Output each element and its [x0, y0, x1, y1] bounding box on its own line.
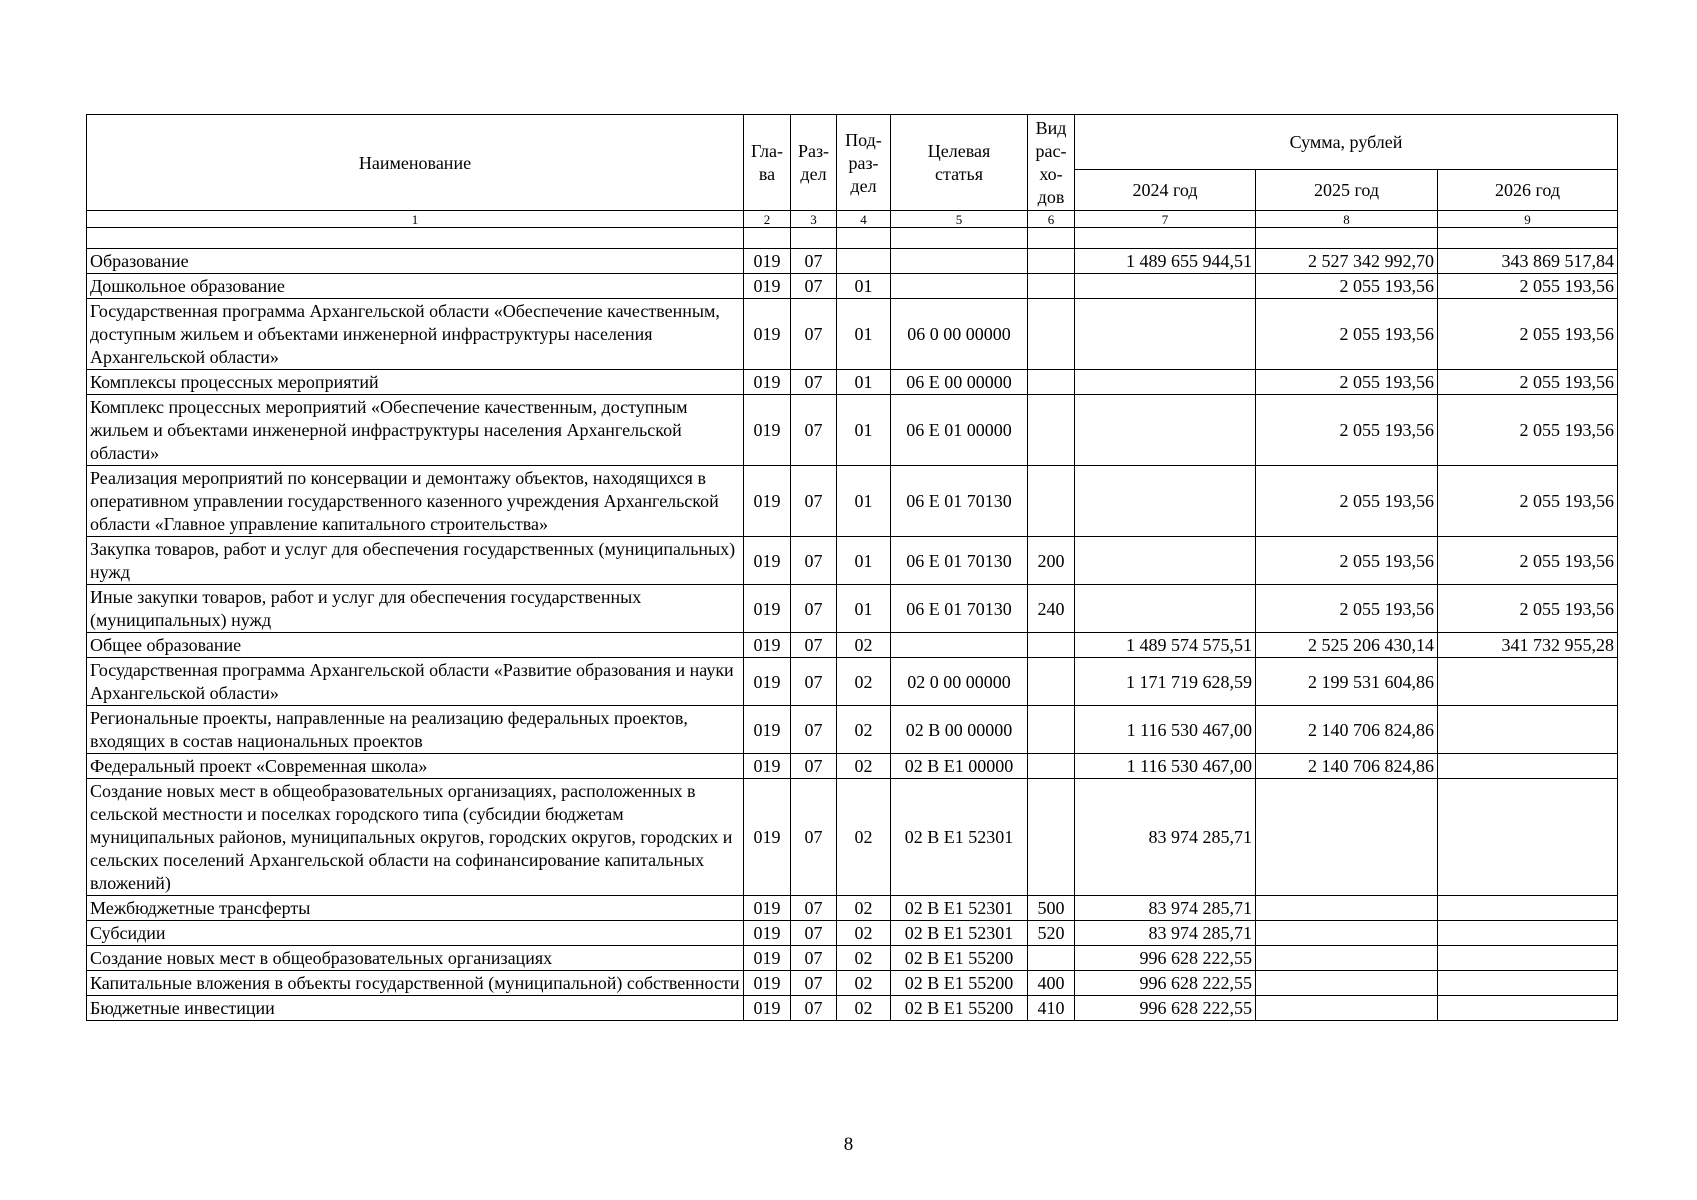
table-header [87, 115, 1618, 228]
table-row [87, 971, 1618, 996]
header-year-2025: 2025 год [1256, 170, 1438, 211]
cell-amount-2026 [1438, 779, 1618, 896]
cell-razdel: 07 [791, 946, 837, 971]
table-data-rows [87, 249, 1618, 1021]
cell-razdel: 07 [791, 585, 837, 633]
cell-amount-2024: 996 628 222,55 [1075, 996, 1256, 1021]
cell-glava: 019 [744, 658, 791, 706]
header-name [87, 115, 744, 211]
cell-podrazdel: 01 [837, 299, 891, 370]
cell-name: Иные закупки товаров, работ и услуг для обеспечения государственных (муниципальных) нужд [87, 585, 744, 633]
cell-amount-2024: 1 171 719 628,59 [1075, 658, 1256, 706]
cell-statya: 02 В Е1 00000 [891, 754, 1028, 779]
cell-podrazdel: 02 [837, 971, 891, 996]
cell-amount-2026: 2 055 193,56 [1438, 274, 1618, 299]
cell-podrazdel [837, 249, 891, 274]
header-razdel: Раз- дел [791, 115, 837, 211]
cell-glava: 019 [744, 249, 791, 274]
cell-razdel: 07 [791, 537, 837, 585]
cell-name: Государственная программа Архангельской области «Обеспечение качественным, доступным жильем и объектами инженерной инфраструктуры населения Архангельской области» [87, 299, 744, 370]
cell-amount-2026: 2 055 193,56 [1438, 370, 1618, 395]
cell-vid: 200 [1028, 537, 1075, 585]
cell-amount-2025: 2 140 706 824,86 [1256, 754, 1438, 779]
cell-amount-2025: 2 055 193,56 [1256, 299, 1438, 370]
cell-razdel: 07 [791, 921, 837, 946]
table-row [87, 921, 1618, 946]
cell-amount-2025 [1256, 946, 1438, 971]
column-number: 6 [1028, 211, 1075, 228]
cell-razdel: 07 [791, 299, 837, 370]
cell-glava: 019 [744, 395, 791, 466]
page-number: 8 [843, 1134, 854, 1155]
cell-podrazdel: 01 [837, 537, 891, 585]
empty-cell [1256, 228, 1438, 249]
cell-amount-2025: 2 055 193,56 [1256, 370, 1438, 395]
cell-amount-2026 [1438, 754, 1618, 779]
column-number: 7 [1075, 211, 1256, 228]
cell-amount-2025: 2 140 706 824,86 [1256, 706, 1438, 754]
cell-name: Реализация мероприятий по консервации и демонтажу объектов, находящихся в оперативном управлении государственного казенного учреждения Архангельской области «Главное управление капитального строительства» [87, 466, 744, 537]
cell-amount-2026 [1438, 971, 1618, 996]
cell-name: Бюджетные инвестиции [87, 996, 744, 1021]
cell-amount-2025: 2 199 531 604,86 [1256, 658, 1438, 706]
header-name-text: Наименование [358, 152, 472, 173]
column-number: 4 [837, 211, 891, 228]
cell-glava: 019 [744, 370, 791, 395]
cell-podrazdel: 02 [837, 896, 891, 921]
cell-amount-2024 [1075, 537, 1256, 585]
cell-amount-2024: 83 974 285,71 [1075, 779, 1256, 896]
cell-amount-2025 [1256, 921, 1438, 946]
cell-amount-2024 [1075, 370, 1256, 395]
table-row [87, 299, 1618, 370]
header-summa: Сумма, рублей [1075, 115, 1618, 170]
cell-amount-2026 [1438, 706, 1618, 754]
table-row [87, 585, 1618, 633]
cell-name: Общее образование [87, 633, 744, 658]
cell-statya: 02 0 00 00000 [891, 658, 1028, 706]
cell-amount-2024: 996 628 222,55 [1075, 971, 1256, 996]
cell-razdel: 07 [791, 996, 837, 1021]
cell-amount-2025: 2 055 193,56 [1256, 274, 1438, 299]
empty-cell [1028, 228, 1075, 249]
cell-amount-2025: 2 055 193,56 [1256, 537, 1438, 585]
column-number: 3 [791, 211, 837, 228]
cell-amount-2026: 341 732 955,28 [1438, 633, 1618, 658]
cell-razdel: 07 [791, 896, 837, 921]
cell-vid [1028, 274, 1075, 299]
budget-table-container [86, 114, 1617, 1021]
cell-amount-2026 [1438, 996, 1618, 1021]
cell-amount-2026: 343 869 517,84 [1438, 249, 1618, 274]
cell-statya: 02 В Е1 55200 [891, 946, 1028, 971]
cell-amount-2025: 2 055 193,56 [1256, 585, 1438, 633]
cell-amount-2024: 83 974 285,71 [1075, 921, 1256, 946]
cell-glava: 019 [744, 706, 791, 754]
cell-razdel: 07 [791, 779, 837, 896]
cell-name: Государственная программа Архангельской области «Развитие образования и науки Архангельской области» [87, 658, 744, 706]
cell-name: Субсидии [87, 921, 744, 946]
cell-amount-2025 [1256, 996, 1438, 1021]
cell-glava: 019 [744, 779, 791, 896]
column-number: 9 [1438, 211, 1618, 228]
column-number: 5 [891, 211, 1028, 228]
table-row [87, 370, 1618, 395]
cell-amount-2026 [1438, 658, 1618, 706]
column-number: 8 [1256, 211, 1438, 228]
cell-amount-2026 [1438, 921, 1618, 946]
table-row [87, 658, 1618, 706]
empty-cell [837, 228, 891, 249]
cell-podrazdel: 02 [837, 633, 891, 658]
cell-podrazdel: 02 [837, 706, 891, 754]
cell-vid: 240 [1028, 585, 1075, 633]
header-vid: Вид рас- хо- дов [1028, 115, 1075, 211]
cell-podrazdel: 02 [837, 754, 891, 779]
column-number-row [87, 211, 1618, 228]
empty-cell [891, 228, 1028, 249]
column-number: 2 [744, 211, 791, 228]
table-row [87, 466, 1618, 537]
cell-podrazdel: 02 [837, 921, 891, 946]
cell-razdel: 07 [791, 658, 837, 706]
cell-statya: 02 В Е1 55200 [891, 971, 1028, 996]
table-row [87, 537, 1618, 585]
cell-glava: 019 [744, 896, 791, 921]
cell-amount-2025 [1256, 779, 1438, 896]
table-row [87, 996, 1618, 1021]
cell-vid [1028, 466, 1075, 537]
cell-statya [891, 633, 1028, 658]
table-row [87, 395, 1618, 466]
cell-statya: 06 0 00 00000 [891, 299, 1028, 370]
cell-statya: 06 Е 01 00000 [891, 395, 1028, 466]
cell-glava: 019 [744, 585, 791, 633]
cell-statya: 02 В Е1 55200 [891, 996, 1028, 1021]
cell-glava: 019 [744, 466, 791, 537]
cell-amount-2026: 2 055 193,56 [1438, 585, 1618, 633]
cell-glava: 019 [744, 946, 791, 971]
header-year-2026: 2026 год [1438, 170, 1618, 211]
cell-podrazdel: 01 [837, 370, 891, 395]
cell-vid [1028, 706, 1075, 754]
cell-statya: 02 В Е1 52301 [891, 921, 1028, 946]
cell-razdel: 07 [791, 706, 837, 754]
cell-amount-2024 [1075, 395, 1256, 466]
cell-vid [1028, 249, 1075, 274]
cell-statya: 06 Е 00 00000 [891, 370, 1028, 395]
cell-podrazdel: 01 [837, 274, 891, 299]
cell-amount-2024: 1 116 530 467,00 [1075, 706, 1256, 754]
cell-amount-2024: 83 974 285,71 [1075, 896, 1256, 921]
cell-razdel: 07 [791, 395, 837, 466]
cell-podrazdel: 02 [837, 996, 891, 1021]
cell-name: Закупка товаров, работ и услуг для обеспечения государственных (муниципальных) нужд [87, 537, 744, 585]
table-row [87, 946, 1618, 971]
table-row [87, 249, 1618, 274]
cell-amount-2026: 2 055 193,56 [1438, 466, 1618, 537]
cell-vid [1028, 946, 1075, 971]
cell-amount-2024 [1075, 585, 1256, 633]
cell-name: Образование [87, 249, 744, 274]
cell-amount-2026: 2 055 193,56 [1438, 395, 1618, 466]
cell-statya [891, 274, 1028, 299]
cell-podrazdel: 01 [837, 585, 891, 633]
cell-statya: 02 В Е1 52301 [891, 896, 1028, 921]
table-row [87, 633, 1618, 658]
cell-amount-2026: 2 055 193,56 [1438, 537, 1618, 585]
cell-razdel: 07 [791, 754, 837, 779]
cell-vid [1028, 370, 1075, 395]
cell-amount-2025: 2 527 342 992,70 [1256, 249, 1438, 274]
header-statya: Целевая статья [891, 115, 1028, 211]
cell-vid [1028, 658, 1075, 706]
cell-vid [1028, 633, 1075, 658]
cell-name: Создание новых мест в общеобразовательных организациях [87, 946, 744, 971]
cell-statya: 06 Е 01 70130 [891, 466, 1028, 537]
cell-glava: 019 [744, 274, 791, 299]
cell-amount-2024 [1075, 466, 1256, 537]
cell-amount-2024: 1 489 574 575,51 [1075, 633, 1256, 658]
cell-name: Создание новых мест в общеобразовательных организациях, расположенных в сельской местности и поселках городского типа (субсидии бюджетам муниципальных районов, муниципальных округов, городских округов, городских и сельских поселений Архангельской области на софинансирование капитальных вложений) [87, 779, 744, 896]
cell-amount-2024 [1075, 299, 1256, 370]
cell-vid: 520 [1028, 921, 1075, 946]
cell-name: Дошкольное образование [87, 274, 744, 299]
cell-statya: 06 Е 01 70130 [891, 585, 1028, 633]
table-row [87, 754, 1618, 779]
cell-amount-2025: 2 525 206 430,14 [1256, 633, 1438, 658]
cell-amount-2025: 2 055 193,56 [1256, 466, 1438, 537]
cell-glava: 019 [744, 921, 791, 946]
cell-vid: 410 [1028, 996, 1075, 1021]
header-glava: Гла- ва [744, 115, 791, 211]
cell-name: Капитальные вложения в объекты государственной (муниципальной) собственности [87, 971, 744, 996]
cell-name: Межбюджетные трансферты [87, 896, 744, 921]
empty-cell [87, 228, 744, 249]
cell-name: Федеральный проект «Современная школа» [87, 754, 744, 779]
table-row [87, 779, 1618, 896]
cell-statya: 02 В 00 00000 [891, 706, 1028, 754]
cell-razdel: 07 [791, 971, 837, 996]
cell-glava: 019 [744, 996, 791, 1021]
cell-amount-2024: 1 489 655 944,51 [1075, 249, 1256, 274]
cell-podrazdel: 01 [837, 466, 891, 537]
cell-razdel: 07 [791, 370, 837, 395]
cell-podrazdel: 02 [837, 779, 891, 896]
cell-vid [1028, 754, 1075, 779]
cell-glava: 019 [744, 633, 791, 658]
empty-cell [744, 228, 791, 249]
cell-amount-2024: 996 628 222,55 [1075, 946, 1256, 971]
empty-cell [791, 228, 837, 249]
empty-row [87, 228, 1618, 249]
cell-name: Комплексы процессных мероприятий [87, 370, 744, 395]
column-number: 1 [87, 211, 744, 228]
cell-statya [891, 249, 1028, 274]
cell-vid: 500 [1028, 896, 1075, 921]
cell-amount-2025 [1256, 896, 1438, 921]
empty-cell [1075, 228, 1256, 249]
cell-vid: 400 [1028, 971, 1075, 996]
cell-statya: 06 Е 01 70130 [891, 537, 1028, 585]
cell-podrazdel: 02 [837, 946, 891, 971]
cell-glava: 019 [744, 754, 791, 779]
header-podrazdel: Под- раз- дел [837, 115, 891, 211]
cell-glava: 019 [744, 299, 791, 370]
cell-razdel: 07 [791, 633, 837, 658]
cell-podrazdel: 01 [837, 395, 891, 466]
cell-glava: 019 [744, 537, 791, 585]
cell-amount-2025: 2 055 193,56 [1256, 395, 1438, 466]
cell-amount-2026 [1438, 896, 1618, 921]
cell-name: Комплекс процессных мероприятий «Обеспечение качественным, доступным жильем и объектами инженерной инфраструктуры населения Архангельской области» [87, 395, 744, 466]
cell-razdel: 07 [791, 274, 837, 299]
table-row [87, 274, 1618, 299]
cell-name: Региональные проекты, направленные на реализацию федеральных проектов, входящих в состав национальных проектов [87, 706, 744, 754]
cell-razdel: 07 [791, 249, 837, 274]
cell-amount-2024: 1 116 530 467,00 [1075, 754, 1256, 779]
budget-table [86, 114, 1618, 1021]
empty-cell [1438, 228, 1618, 249]
cell-amount-2024 [1075, 274, 1256, 299]
cell-podrazdel: 02 [837, 658, 891, 706]
table-row [87, 896, 1618, 921]
cell-amount-2026: 2 055 193,56 [1438, 299, 1618, 370]
cell-razdel: 07 [791, 466, 837, 537]
table-row [87, 706, 1618, 754]
cell-amount-2026 [1438, 946, 1618, 971]
cell-vid [1028, 779, 1075, 896]
cell-vid [1028, 395, 1075, 466]
header-year-2024: 2024 год [1075, 170, 1256, 211]
cell-vid [1028, 299, 1075, 370]
cell-statya: 02 В Е1 52301 [891, 779, 1028, 896]
cell-glava: 019 [744, 971, 791, 996]
table-body [87, 228, 1618, 249]
cell-amount-2025 [1256, 971, 1438, 996]
